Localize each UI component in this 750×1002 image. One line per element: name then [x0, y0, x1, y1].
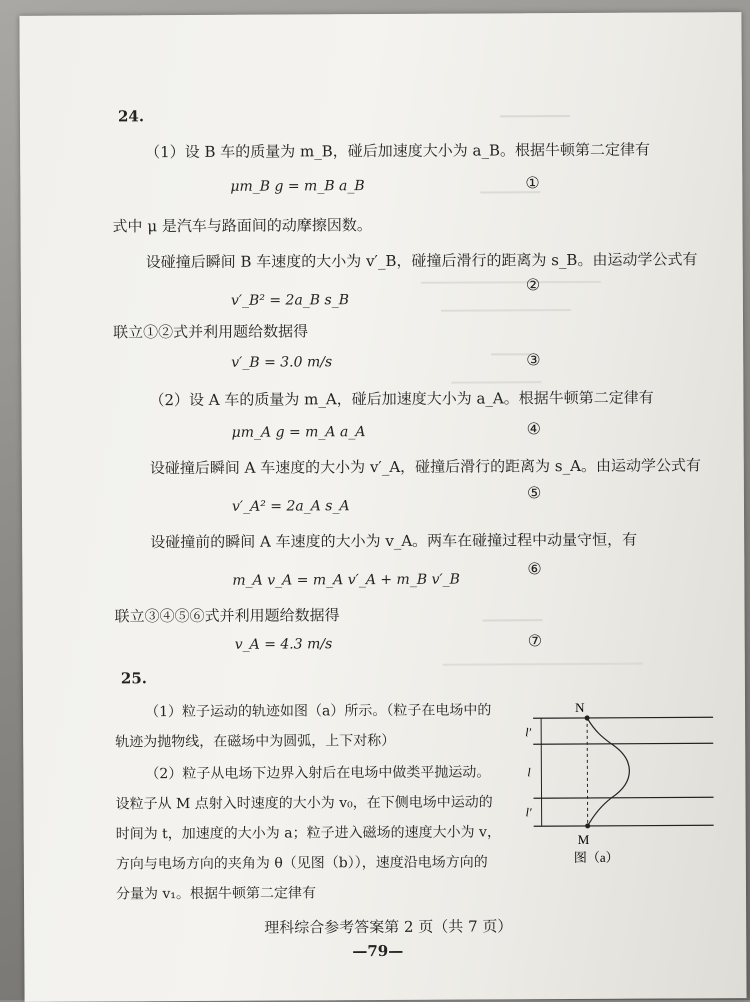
q24-eq4: μm_A g = m_A a_A	[231, 424, 366, 441]
label-l-prime-top: l′	[525, 725, 532, 740]
q25-p2-line3: 时间为 t，加速度的大小为 a；粒子进入磁场的速度大小为 v，	[115, 824, 501, 843]
footer-page-number: —79—	[352, 941, 404, 961]
particle-trajectory	[587, 718, 630, 826]
symmetry-dashed-line	[587, 718, 588, 828]
label-l: l	[527, 765, 531, 780]
figure-caption: 图（a）	[573, 849, 619, 866]
figure-a	[523, 697, 724, 868]
q24-combine3456: 联立③④⑤⑥式并利用题给数据得	[114, 606, 340, 626]
q24-eq2: v′_B² = 2a_B s_B	[230, 292, 350, 309]
q24-eq6: m_A v_A = m_A v′_A + m_B v′_B	[232, 571, 460, 589]
q24-combine12: 联立①②式并利用题给数据得	[113, 322, 309, 342]
q25-p2-line2: 设粒子从 M 点射入时速度的大小为 v₀，在下侧电场中运动的	[115, 794, 493, 813]
q25-p2-line1: （2）粒子从电场下边界入射后在电场中做类平抛运动。	[145, 764, 491, 783]
q24-mark3: ③	[526, 350, 541, 370]
q24-p1-speed: 设碰撞后瞬间 B 车速度的大小为 v′_B，碰撞后滑行的距离为 s_B。由运动学公式有	[145, 250, 698, 272]
q24-p2-momentum: 设碰撞前的瞬间 A 车速度的大小为 v_A。两车在碰撞过程中动量守恒，有	[150, 530, 638, 552]
answer-sheet-page	[19, 12, 746, 1002]
q24-eq1: μm_B g = m_B a_B	[230, 178, 365, 195]
dimension-line	[541, 718, 542, 826]
q25-number: 25.	[120, 669, 148, 688]
q24-eq3: v′_B = 3.0 m/s	[231, 354, 333, 371]
q24-number: 24.	[117, 107, 145, 126]
q24-eq5: v′_A² = 2a_A s_A	[231, 498, 350, 515]
point-N-dot	[585, 715, 590, 720]
q25-p1-line2: 轨迹为抛物线，在磁场中为圆弧，上下对称）	[115, 732, 396, 751]
q24-mark6: ⑥	[527, 559, 542, 579]
q25-p2-line4: 方向与电场方向的夹角为 θ（见图（b）），速度沿电场方向的	[115, 854, 488, 873]
footer-page-info: 理科综合参考答案第 2 页（共 7 页）	[264, 917, 513, 937]
q24-mu-note: 式中 μ 是汽车与路面间的动摩擦因数。	[112, 216, 372, 236]
label-M: M	[577, 831, 590, 847]
label-N: N	[575, 699, 585, 715]
upper-field-boundary-line	[533, 743, 713, 744]
q25-p1-line1: （1）粒子运动的轨迹如图（a）所示。（粒子在电场中的	[145, 702, 492, 721]
q24-p2-intro: （2）设 A 车的质量为 m_A，碰后加速度大小为 a_A。根据牛顿第二定律有	[149, 388, 654, 410]
lower-field-boundary-line	[534, 797, 714, 798]
q24-eq7: v_A = 4.3 m/s	[234, 636, 333, 653]
top-boundary-line	[533, 717, 713, 718]
bottom-boundary-line	[534, 825, 714, 826]
q24-mark4: ④	[526, 419, 541, 439]
q24-mark7: ⑦	[527, 631, 543, 651]
q24-mark1: ①	[525, 173, 540, 193]
q24-p2-speed: 设碰撞后瞬间 A 车速度的大小为 v′_A，碰撞后滑行的距离为 s_A。由运动学公式有	[149, 456, 701, 478]
label-l-prime-bottom: l′	[525, 805, 532, 820]
point-M-dot	[585, 823, 590, 828]
q24-mark5: ⑤	[526, 483, 542, 503]
q24-mark2: ②	[525, 275, 541, 295]
q25-p2-line5: 分量为 v₁。根据牛顿第二定律有	[115, 885, 317, 903]
q24-p1-intro: （1）设 B 车的质量为 m_B，碰后加速度大小为 a_B。根据牛顿第二定律有	[145, 140, 651, 162]
